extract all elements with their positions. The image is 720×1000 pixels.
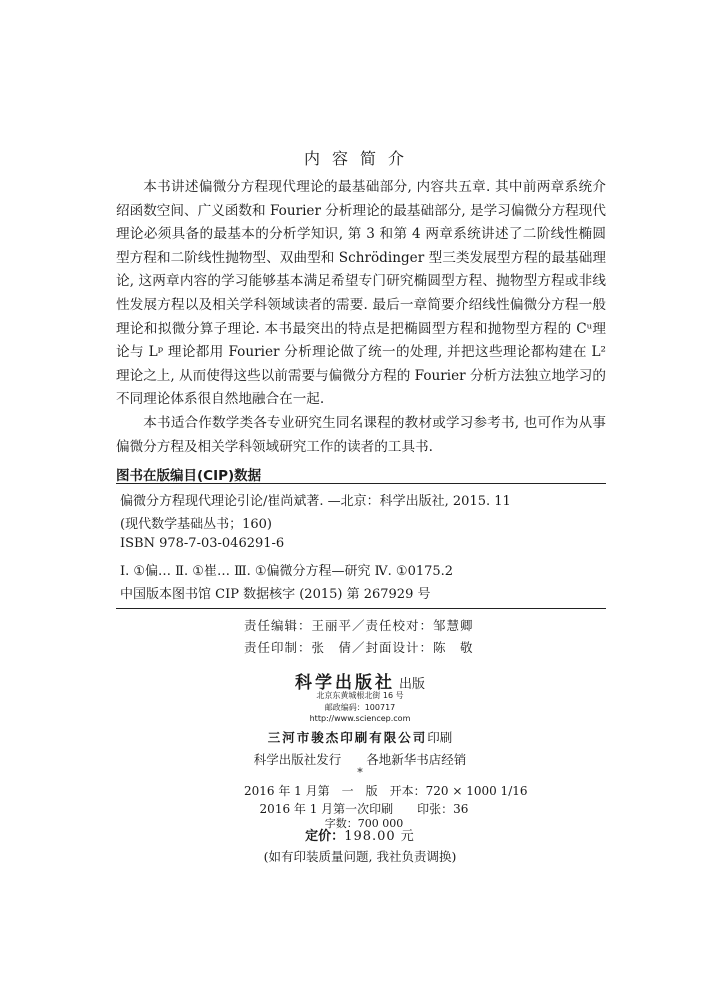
printer-name: 三河市骏杰印刷有限公司 <box>267 730 428 745</box>
distribution-line: 科学出版社发行 各地新华书店经销 <box>253 752 467 767</box>
abstract-title: 内容简介 <box>303 149 416 168</box>
abstract-body <box>116 176 606 459</box>
production-credits-line: 责任印制：张 倩／封面设计：陈 敬 <box>244 640 474 655</box>
edition-format-line: 2016 年 1 月第 一 版 开本：720 × 1000 1/16 <box>244 784 528 798</box>
quality-notice: (如有印装质量问题, 我社负责调换) <box>263 849 457 864</box>
price-value: 198.00 元 <box>344 829 415 844</box>
separator-star: * <box>357 766 363 779</box>
publisher-address: 北京东黄城根北街 16 号 <box>316 691 404 700</box>
cip-data-block <box>116 483 606 609</box>
publisher-postcode: 邮政编码：100717 <box>324 703 396 712</box>
price-label: 定价： <box>305 829 345 844</box>
publisher-name: 科学出版社 <box>294 673 395 693</box>
cip-record-number-line: 中国版本图书馆 CIP 数据核字 (2015) 第 267929 号 <box>120 587 431 602</box>
cip-isbn-line: ISBN 978-7-03-046291-6 <box>120 536 285 551</box>
abstract-paragraph-1: 本书讲述偏微分方程现代理论的最基础部分, 内容共五章. 其中前两章系统介绍函数空间、广义函数和 Fourier 分析理论的最基础部分, 是学习偏微分方程现代理论必须具备的最基本的分析学知识, 第 3 和第 4 两章系统讲述了二阶线性椭圆型方程和二阶线性抛物型、双曲型和 Schrödinger 型三类发展型方程的最基础理论, 这两章内容的学习能够基本满足希望专门研究椭圆型方程、抛物型方程或非线性发展方程以及相关学科领域读者的需要. 最后一章简要介绍线性偏微分方程一般理论和拟微分算子理论. 本书最突出的特点是把椭圆型方程和抛物型方程的 Cᵘ理论与 Lᵖ 理论都用 Fourier 分析理论做了统一的处理, 并把这些理论都构建在 L² 理论之上, 从而使得这些以前需要与偏微分方程的 Fourier 分析方法独立地学习的不同理论体系很自然地融合在一起. <box>116 179 606 408</box>
word-count-line: 字数：700 000 <box>324 817 404 830</box>
cip-title-line: 偏微分方程现代理论引论/崔尚斌著. —北京：科学出版社, 2015. 11 <box>120 494 511 509</box>
printer-line <box>0 728 720 746</box>
price-line <box>0 825 720 844</box>
printer-suffix: 印刷 <box>427 730 453 745</box>
printing-sheets-line: 2016 年 1 月第一次印刷 印张：36 <box>259 802 469 816</box>
publisher-suffix: 出版 <box>398 677 425 692</box>
editor-credits-line: 责任编辑：王丽平／责任校对：邹慧卿 <box>244 618 474 633</box>
publisher-url: http://www.sciencep.com <box>309 714 411 723</box>
cip-classification-line: Ⅰ. ①偏… Ⅱ. ①崔… Ⅲ. ①偏微分方程—研究 Ⅳ. ①0175.2 <box>120 564 454 579</box>
abstract-paragraph-2: 本书适合作数学类各专业研究生同名课程的教材或学习参考书, 也可作为从事偏微分方程及相关学科领域研究工作的读者的工具书. <box>116 414 606 455</box>
cip-heading: 图书在版编目(CIP)数据 <box>116 468 262 484</box>
cip-series-line: (现代数学基础丛书；160) <box>120 517 272 532</box>
